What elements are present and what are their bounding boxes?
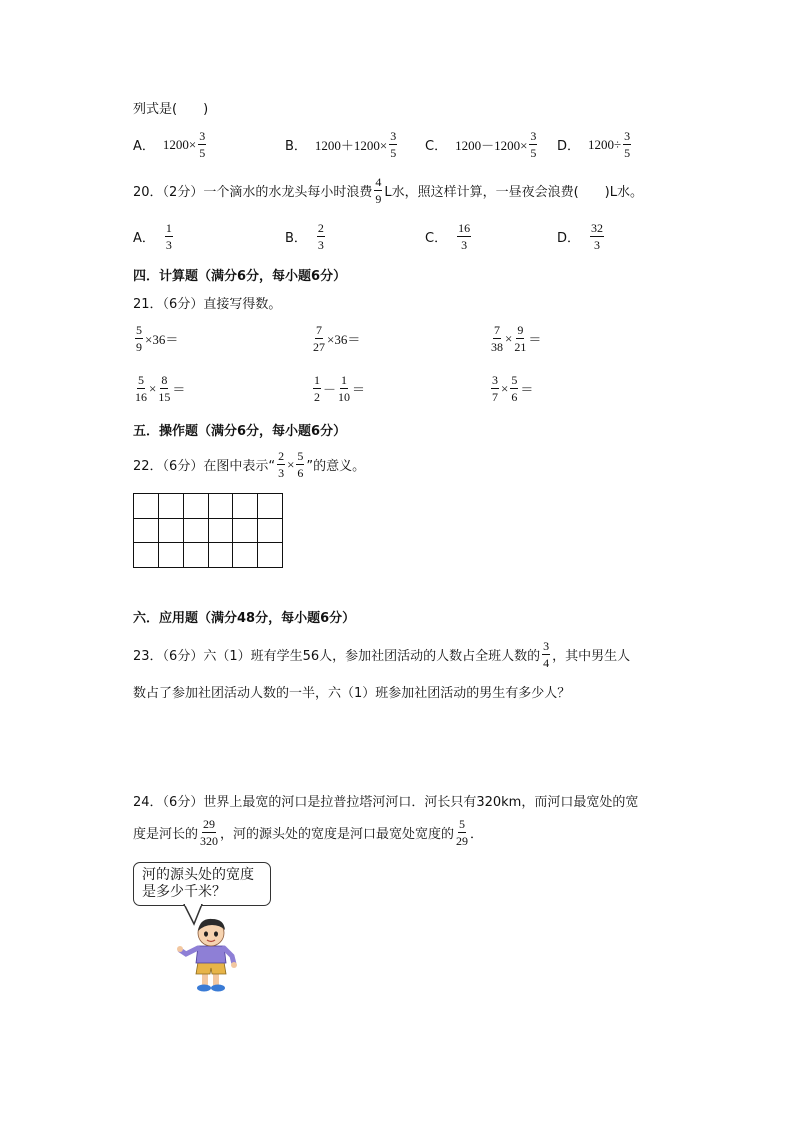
option-expr: 1200× <box>162 136 197 152</box>
q21-item-6: $\frac{3}{7}$ × $\frac{5}{6}$ ＝ <box>492 373 534 404</box>
q24-line-2: 度是河长的 $\frac{29}{320}$ ，河的源头处的宽度是河口最宽处宽度的 $\frac{5}{29}$ ． <box>133 817 484 848</box>
fraction: $\frac{2}{3}$ <box>317 221 324 252</box>
fraction: $\frac{5}{9}$ <box>136 323 142 354</box>
q20-option-b[interactable] <box>285 222 327 251</box>
q20-option-d[interactable] <box>557 222 606 251</box>
grid-cell[interactable] <box>134 543 159 568</box>
fraction: $\frac{5}{6}$ <box>511 373 518 404</box>
q24-line-1: 24．（6分）世界上最宽的河口是拉普拉塔河河口．河长只有320km，而河口最宽处的宽 <box>133 795 639 810</box>
q21-item-3: $\frac{7}{38}$ × $\frac{9}{21}$ ＝ <box>491 323 542 354</box>
q23-line-1: 23．（6分）六（1）班有学生56人，参加社团活动的人数占全班人数的 $\frac{3}{4}$ ，其中男生人 <box>133 639 631 670</box>
q20-option-a[interactable] <box>133 222 175 251</box>
option-label: D． <box>557 139 581 154</box>
section-title-operation: 五．操作题（满分6分，每小题6分） <box>133 424 347 439</box>
fraction: $\frac{5}{29}$ <box>456 817 469 848</box>
fraction: $\frac{5}{6}$ <box>297 449 304 480</box>
fraction: $\frac{9}{21}$ <box>514 323 527 354</box>
fraction: $\frac{32}{3}$ <box>591 221 604 252</box>
grid-cell[interactable] <box>258 543 283 568</box>
grid-cell[interactable] <box>134 519 159 544</box>
q19-option-c[interactable] <box>425 130 539 159</box>
grid-cell[interactable] <box>209 494 234 519</box>
q21-item-1: $\frac{5}{9}$ ×36＝ <box>136 323 179 354</box>
q21-item-5: $\frac{1}{2}$ － $\frac{1}{10}$ ＝ <box>314 373 366 404</box>
q22-stem: 22．（6分）在图中表示“ $\frac{2}{3}$ × $\frac{5}{6}$ ”的意义。 <box>133 449 366 480</box>
q19-option-b[interactable] <box>285 130 399 159</box>
q21-stem: 21．（6分）直接写得数。 <box>133 297 282 312</box>
grid-cell[interactable] <box>159 494 184 519</box>
grid-cell[interactable] <box>233 543 258 568</box>
fraction: $\frac{1}{2}$ <box>314 373 320 404</box>
q19-tail: 列式是( ) <box>133 102 209 117</box>
fraction: $\frac{3}{5}$ <box>624 129 631 160</box>
speech-bubble <box>133 862 271 906</box>
option-expr: 1200÷ <box>588 136 622 152</box>
fraction: $\frac{16}{3}$ <box>458 221 471 252</box>
fraction: $\frac{8}{15}$ <box>158 373 171 404</box>
option-expr: 1200＋1200× <box>314 138 388 153</box>
fraction: $\frac{3}{5}$ <box>390 129 397 160</box>
grid-cell[interactable] <box>159 519 184 544</box>
answer-grid[interactable] <box>133 493 283 568</box>
option-label: A． <box>133 139 155 154</box>
fraction: $\frac{4}{9}$ <box>375 175 382 206</box>
option-label: D． <box>557 231 581 246</box>
grid-cell[interactable] <box>233 494 258 519</box>
fraction: $\frac{1}{3}$ <box>165 221 172 252</box>
grid-cell[interactable] <box>258 494 283 519</box>
option-label: A． <box>133 231 155 246</box>
grid-cell[interactable] <box>184 494 209 519</box>
grid-cell[interactable] <box>184 543 209 568</box>
q21-item-4: $\frac{5}{16}$ × $\frac{8}{15}$ ＝ <box>135 373 186 404</box>
grid-cell[interactable] <box>134 494 159 519</box>
grid-cell[interactable] <box>209 519 234 544</box>
grid-cell[interactable] <box>159 543 184 568</box>
section-title-application: 六．应用题（满分48分，每小题6分） <box>133 611 356 626</box>
q23-line-2: 数占了参加社团活动人数的一半，六（1）班参加社团活动的男生有多少人？ <box>133 686 571 701</box>
fraction: $\frac{7}{27}$ <box>313 323 325 354</box>
option-label: B． <box>285 139 307 154</box>
grid-cell[interactable] <box>209 543 234 568</box>
q19-option-a[interactable] <box>133 130 208 159</box>
fraction: $\frac{3}{7}$ <box>492 373 498 404</box>
fraction: $\frac{3}{5}$ <box>530 129 537 160</box>
fraction: $\frac{5}{16}$ <box>135 373 147 404</box>
fraction: $\frac{2}{3}$ <box>278 449 285 480</box>
grid-cell[interactable] <box>184 519 209 544</box>
fraction: $\frac{29}{320}$ <box>200 817 219 848</box>
q20-stem: 20．（2分）一个滴水的水龙头每小时浪费 $\frac{4}{9}$ L水，照这样计算，一昼夜会浪费( )L水。 <box>133 175 643 206</box>
option-expr: 1200－1200× <box>455 138 528 153</box>
q21-item-2: $\frac{7}{27}$ ×36＝ <box>313 323 361 354</box>
bubble-line: 是多少千米？ <box>142 884 226 900</box>
grid-cell[interactable] <box>258 519 283 544</box>
q20-option-c[interactable] <box>425 222 473 251</box>
fraction: $\frac{7}{38}$ <box>491 323 503 354</box>
section-title-calculation: 四．计算题（满分6分，每小题6分） <box>133 269 347 284</box>
bubble-line: 河的源头处的宽度 <box>142 867 254 883</box>
boy-illustration-icon <box>176 916 244 994</box>
grid-cell[interactable] <box>233 519 258 544</box>
fraction: $\frac{3}{5}$ <box>199 129 206 160</box>
option-label: B． <box>285 231 307 246</box>
q19-option-d[interactable] <box>557 130 633 159</box>
option-label: C． <box>425 139 448 154</box>
fraction: $\frac{3}{4}$ <box>543 639 550 670</box>
fraction: $\frac{1}{10}$ <box>338 373 351 404</box>
option-label: C． <box>425 231 448 246</box>
